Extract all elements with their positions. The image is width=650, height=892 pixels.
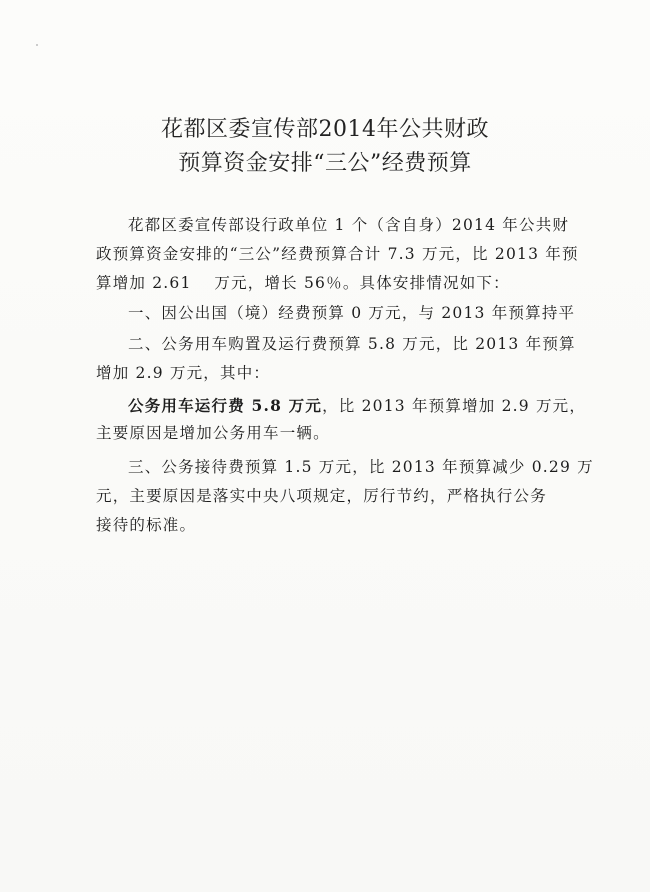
item2-line1 <box>128 332 576 354</box>
item1-rest: ，与 2013 年预算持平 <box>401 304 576 322</box>
item3-line2: 元，主要原因是落实中央八项规定，厉行节约，严格执行公务 <box>96 487 547 505</box>
scan-speck <box>36 44 38 46</box>
sub1-line1 <box>128 394 586 416</box>
document-title-line-1: 花都区委宣传部2014年公共财政 <box>161 117 489 142</box>
item2-line2: 增加 2.9 万元，其中： <box>96 364 271 382</box>
item2-bold: 二、公务用车购置及运行费预算 5.8 万元 <box>128 335 436 353</box>
sub1-bold: 公务用车运行费 5.8 万元 <box>128 396 323 415</box>
document-title-line-2: 预算资金安排“三公”经费预算 <box>178 151 472 176</box>
item3-line1 <box>128 455 594 477</box>
item1-line <box>128 301 575 323</box>
sub1-rest: ，比 2013 年预算增加 2.9 万元， <box>322 397 587 415</box>
item2-rest: ，比 2013 年预算 <box>435 335 576 353</box>
item3-rest: ，比 2013 年预算减少 0.29 万 <box>352 458 594 476</box>
para1-line3: 算增加 2.61 万元，增长 56％。具体安排情况如下： <box>96 274 510 292</box>
para1-line2: 政预算资金安排的“三公”经费预算合计 7.3 万元，比 2013 年预 <box>96 245 579 263</box>
item3-line3: 接待的标准。 <box>96 516 197 534</box>
item1-bold: 一、因公出国（境）经费预算 0 万元 <box>128 304 402 322</box>
item3-bold: 三、公务接待费预算 1.5 万元 <box>128 458 353 476</box>
para1-line1: 花都区委宣传部设行政单位 1 个（含自身）2014 年公共财 <box>128 216 570 234</box>
sub1-line2: 主要原因是增加公务用车一辆。 <box>96 424 330 442</box>
